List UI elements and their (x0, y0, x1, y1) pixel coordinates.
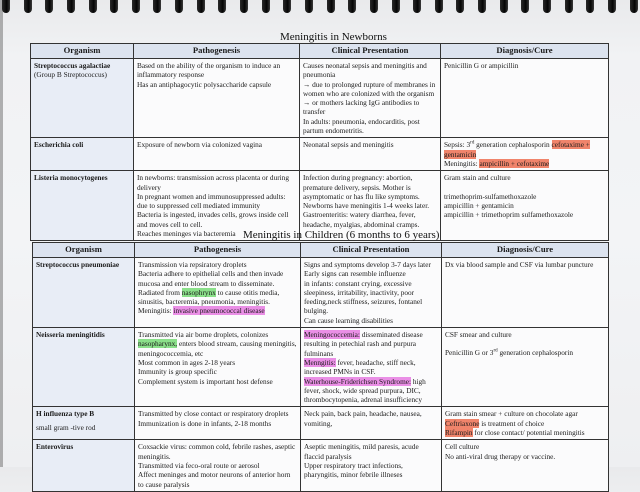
diagnosis-cell: Gram stain and culture trimethoprim-sulfamethoxazole ampicillin + gentamicin ampicillin + trimethoprim sulfamethoxazole (441, 171, 609, 241)
organism-cell: Escherichia coli (31, 138, 134, 171)
diagnosis-cell: Dx via blood sample and CSF via lumbar puncture (442, 258, 609, 328)
table-row (31, 59, 609, 138)
column-header-organism: Organism (33, 243, 135, 258)
diagnosis-cell: Gram stain smear + culture on chocolate agar Ceftriaxone is treatment of choice Rifampin for close contact/ potential meningitis (442, 407, 609, 440)
highlight-pink: Meningococcemia: (304, 330, 360, 340)
table-row (33, 258, 609, 328)
highlight-red: Rifampin (445, 428, 473, 438)
clinical-cell: Meningococcemia: disseminated disease resulting in petechial rash and purpura fulminans Menngitis: fever, headache, stiff neck, increased PMNs in CSF. Waterhouse-Friderichsen Syndrome: high fever, shock, wide spread purpura, DIC, thrombocytopenia, adrenal insufficiency (301, 328, 442, 407)
highlight-red: ampicillin + cefotaxime (479, 158, 550, 168)
pathogenesis-cell: Transmitted via air borne droplets, colonizes nasopharynx, enters blood stream, causing meningitis, meningococcemia, etc Most common in ages 2-18 years Immunity is group specific Complement system is important host defense (135, 328, 301, 407)
newborns-table (30, 43, 609, 241)
pathogenesis-cell: In newborns: transmission across placenta or during delivery In pregnant women and immunosuppressed adults: due to suppressed cell mediated immunity Bacteria is ingested, invades cells, grows inside cell and moves cell to cell. Reaches meninges via bacteremia (134, 171, 300, 241)
table-header-row (31, 44, 609, 59)
table-row (33, 328, 609, 407)
organism-cell: Listeria monocytogenes (31, 171, 134, 241)
column-header-organism: Organism (31, 44, 134, 59)
diagnosis-cell: Sepsis: 3rd generation cephalosporin cefotaxime + gentamicin Meningitis: ampicillin + cefotaxime (441, 138, 609, 171)
pathogenesis-cell: Transmission via repsiratory droplets Bacteria adhere to epithelial cells and then invade mucosa and enter blood stream to disseminate. Radiated from nasophrynx to cause otitis media, sinusitis, bacteremia, pneumonia, meningitis. Meningitis: invasive pneumococcal disease (135, 258, 301, 328)
column-header-diagnosis: Diagnosis/Cure (441, 44, 609, 59)
organism-cell: Streptococcus pneumoniae (33, 258, 135, 328)
spiral-binding (0, 0, 640, 14)
table-row (33, 440, 609, 491)
column-header-clinical: Clinical Presentation (301, 243, 442, 258)
section-title-children: Meningitis in Children (6 months to 6 years) (243, 229, 440, 241)
clinical-cell: Signs and symptoms develop 3-7 days later Early signs can resemble influenze in infants: constant crying, excessive sleepiness, irritability, inactivity, poor feeding,neck stiffness, seizures, fontanel bulging. Can cause learning disabilities (301, 258, 442, 328)
pathogenesis-cell: Coxsackie virus: common cold, febrile rashes, aseptic meningitis. Transmitted via feco-oral route or aerosol Affect meninges and motor neurons of anterior horn to cause paralysis (135, 440, 301, 491)
column-header-pathogenesis: Pathogenesis (135, 243, 301, 258)
organism-cell: Enterovirus (33, 440, 135, 491)
pathogenesis-cell: Transmitted by close contact or respiratory droplets Immunization is done in infants, 2-18 months (135, 407, 301, 440)
pathogenesis-cell: Exposure of newborn via colonized vagina (134, 138, 300, 171)
table-row (33, 407, 609, 440)
table-header-row (33, 243, 609, 258)
highlight-red: cefotaxime + gentamicin (444, 140, 590, 159)
column-header-clinical: Clinical Presentation (300, 44, 441, 59)
page-edge-shadow (0, 0, 3, 467)
column-header-pathogenesis: Pathogenesis (134, 44, 300, 59)
diagnosis-cell: Penicillin G or ampicillin (441, 59, 609, 138)
children-table (32, 242, 609, 492)
highlight-red: Ceftriaxone (445, 418, 480, 428)
organism-cell: Streptococcus agalactiae (Group B Streptococcus) (31, 59, 134, 138)
clinical-cell: Infection during pregnancy: abortion, premature delivery, sepsis. Mother is asymptomatic or has flu like symptoms. Newborns have meningitis 1-4 weeks later. Gastroenteritis: watery diarrhea, fever, headache, myalgias, abdominal cramps. (300, 171, 441, 241)
organism-cell: H influenza type B small gram -tive rod (33, 407, 135, 440)
clinical-cell: Causes neonatal sepsis and meningitis and pneumonia → due to prolonged rupture of membranes in women who are colonized with the organism → or mothers lacking IgG antibodies to transfer In adults: pneumonia, endocarditis, post partum endometritis. (300, 59, 441, 138)
clinical-cell: Neonatal sepsis and meningitis (300, 138, 441, 171)
highlight-green: nasophrynx (181, 287, 216, 297)
highlight-green: nasopharynx, (138, 339, 178, 349)
column-header-diagnosis: Diagnosis/Cure (442, 243, 609, 258)
highlight-pink: invasive pneumococcal disease (173, 306, 265, 316)
clinical-cell: Neck pain, back pain, headache, nausea, vomiting, (301, 407, 442, 440)
diagnosis-cell: CSF smear and culture Penicillin G or 3rd generation cephalosporin (442, 328, 609, 407)
pathogenesis-cell: Based on the ability of the organism to induce an inflammatory response Has an antiphagocytic polysaccharide capsule (134, 59, 300, 138)
table-row (31, 138, 609, 171)
diagnosis-cell: Cell culture No anti-viral drug therapy or vaccine. (442, 440, 609, 491)
highlight-pink: Menngitis: (304, 357, 336, 367)
clinical-cell: Aseptic meningitis, mild paresis, acude flaccid paralysis Upper respiratory tract infections, pharyngitis, minor febrile illneses (301, 440, 442, 491)
section-title-newborns: Meningitis in Newborns (280, 31, 387, 43)
highlight-pink: Waterhouse-Friderichsen Syndrome: (304, 376, 412, 386)
organism-cell: Neisseria meningitidis (33, 328, 135, 407)
